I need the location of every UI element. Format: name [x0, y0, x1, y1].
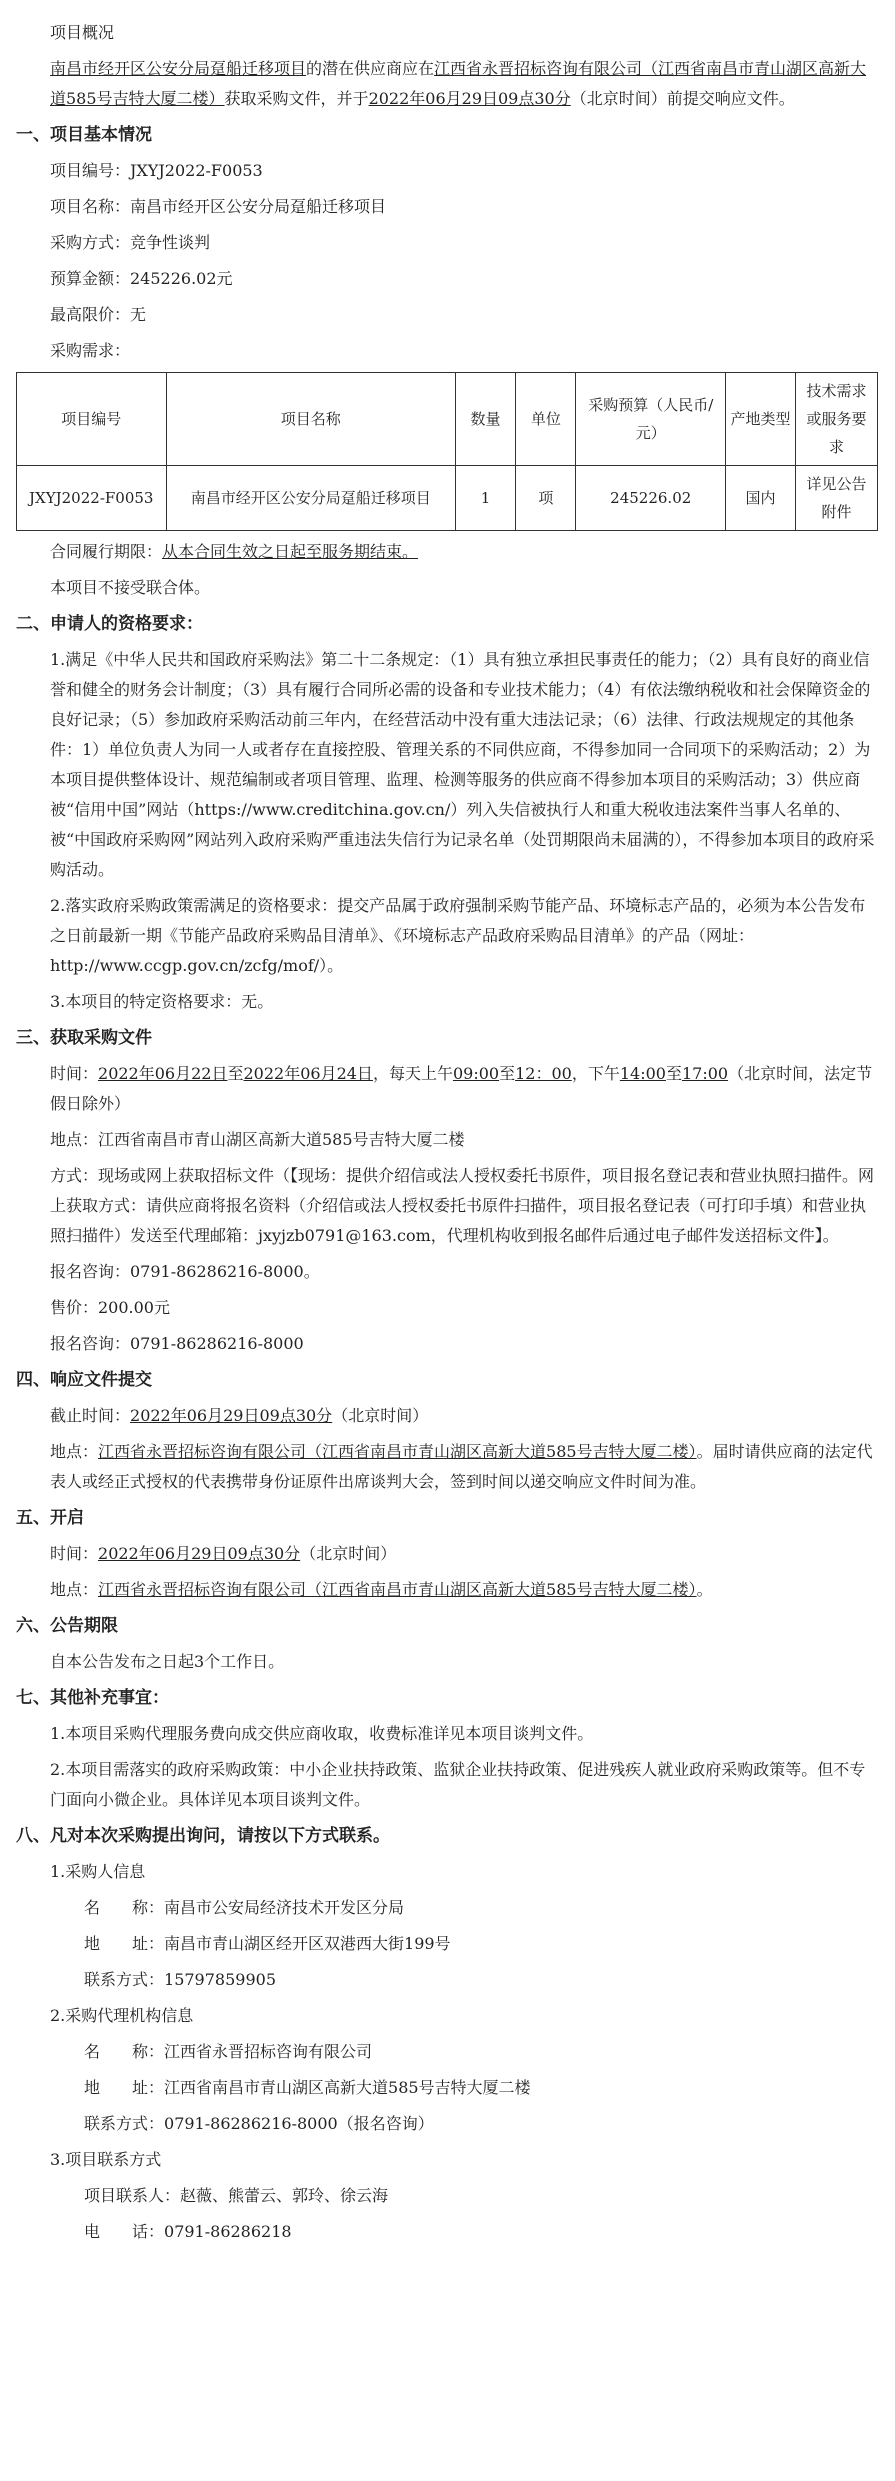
overview-paragraph [16, 54, 879, 114]
buyer-address-label: 地 址： [84, 1934, 165, 1953]
submission-deadline-value: 2022年06月29日09点30分 [130, 1406, 333, 1425]
registration-consult: 报名咨询：0791-86286216-8000。 [50, 1262, 320, 1281]
opening-place-value: 江西省永晋招标咨询有限公司（江西省南昌市青山湖区高新大道585号吉特大厦二楼） [98, 1580, 697, 1599]
table-header-row [17, 373, 878, 466]
acquire-time-label: 时间： [50, 1064, 99, 1083]
acquire-method: 方式：现场或网上获取招标文件（【现场：提供介绍信或法人授权委托书原件，项目报名登记表和营业执照扫描件。网上获取方式：请供应商将报名资料（介绍信或法人授权委托书原件扫描件，项目报名登记表（可打印手填）和营业执照扫描件）发送至代理邮箱：jxyjzb0791@163.com，代理机构收到报名邮件后通过电子邮件发送招标文件】。 [50, 1166, 875, 1245]
project-contact-phone-label: 电 话： [84, 2222, 165, 2241]
acquire-time-pm-end: 17:00 [681, 1064, 729, 1083]
project-name: 项目名称：南昌市经开区公安分局趸船迁移项目 [50, 197, 387, 216]
buyer-name-label: 名 称： [84, 1898, 165, 1917]
opening-time [16, 1539, 879, 1569]
requirements-table [16, 372, 878, 531]
agency-address-label: 地 址： [84, 2078, 165, 2097]
opening-place [16, 1575, 879, 1605]
project-contact-person [16, 2181, 879, 2211]
project-contact-phone-value: 0791-86286218 [164, 2222, 292, 2241]
section-5-title: 五、开启 [16, 1508, 84, 1528]
project-contact-person-label: 项目联系人： [84, 2186, 181, 2205]
table-header: 技术需求或服务要求 [795, 373, 877, 466]
acquire-time-am-start: 09:00 [452, 1064, 500, 1083]
section-2-title: 二、申请人的资格要求： [16, 614, 203, 634]
table-cell: 245226.02 [576, 466, 726, 531]
buyer-name-value: 南昌市公安局经济技术开发区分局 [164, 1898, 405, 1917]
buyer-name [16, 1893, 879, 1923]
submission-deadline-suffix: （北京时间） [332, 1406, 429, 1425]
opening-place-suffix: 。 [696, 1580, 713, 1599]
submission-place-suffix: 。届时请供应商的法定代表人或经正式授权的代表携带身份证原件出席谈判大会，签到时间以递交响应文件时间为准。 [50, 1442, 873, 1491]
project-contact-phone [16, 2217, 879, 2247]
opening-time-label: 时间： [50, 1544, 99, 1563]
submission-place-label: 地点： [50, 1442, 99, 1461]
procurement-need: 采购需求： [50, 341, 131, 360]
deadline-text: 2022年06月29日09点30分 [368, 89, 571, 108]
overview-text: 的潜在供应商应在 [306, 59, 435, 78]
overview-text: 获取采购文件，并于 [224, 89, 369, 108]
buyer-info-title: 1.采购人信息 [50, 1862, 146, 1881]
section-4-title: 四、响应文件提交 [16, 1370, 152, 1390]
qualification-paragraph: 1.满足《中华人民共和国政府采购法》第二十二条规定：（1）具有独立承担民事责任的能力；（2）具有良好的商业信誉和健全的财务会计制度；（3）具有履行合同所必需的设备和专业技术能力；（4）有依法缴纳税收和社会保障资金的良好记录；（5）参加政府采购活动前三年内，在经营活动中没有重大违法记录；（6）法律、行政法规规定的其他条件：1）单位负责人为同一人或者存在直接控股、管理关系的不同供应商，不得参加同一合同项下的采购活动；2）为本项目提供整体设计、规范编制或者项目管理、监理、检测等服务的供应商不得参加本项目的采购活动；3）供应商被“信用中国”网站（https://www.creditchina.gov.cn/）列入失信被执行人和重大税收违法案件当事人名单的、被“中国政府采购网”网站列入政府采购严重违法失信行为记录名单（处罚期限尚未届满的），不得参加本项目的政府采购活动。 [50, 650, 875, 879]
agency-name-label: 名 称： [84, 2042, 165, 2061]
section-6-title: 六、公告期限 [16, 1616, 118, 1636]
table-header: 项目名称 [166, 373, 455, 466]
table-row [17, 466, 878, 531]
overview-heading: 项目概况 [50, 23, 115, 42]
announcement-period: 自本公告发布之日起3个工作日。 [50, 1652, 285, 1671]
contract-period-label: 合同履行期限： [50, 542, 163, 561]
agency-name [16, 2037, 879, 2067]
agency-address-link: 江西省永晋招标咨询有限公司（江西省南昌市青山湖区高新大道585号吉特大厦二楼） [50, 59, 867, 108]
agency-address-value: 江西省南昌市青山湖区高新大道585号吉特大厦二楼 [164, 2078, 531, 2097]
acquire-time [16, 1059, 879, 1119]
table-header: 项目编号 [17, 373, 167, 466]
acquire-time-start: 2022年06月22日 [98, 1064, 228, 1083]
submission-deadline-label: 截止时间： [50, 1406, 131, 1425]
table-header: 单位 [516, 373, 576, 466]
acquire-time-text: ，每天上午 [372, 1064, 453, 1083]
acquire-time-end: 2022年06月24日 [243, 1064, 373, 1083]
section-1-title: 一、项目基本情况 [16, 125, 152, 145]
qualification-paragraph: 2.落实政府采购政策需满足的资格要求：提交产品属于政府强制采购节能产品、环境标志产品的，必须为本公告发布之日前最新一期《节能产品政府采购品目清单》、《环境标志产品政府采购品目清单》的产品（网址：http://www.ccgp.gov.cn/zcfg/mof/）。 [50, 896, 866, 975]
table-cell: 项 [516, 466, 576, 531]
supplement-paragraph: 2.本项目需落实的政府采购政策：中小企业扶持政策、监狱企业扶持政策、促进残疾人就业政府采购政策等。但不专门面向小微企业。具体详见本项目谈判文件。 [50, 1760, 866, 1809]
qualification-paragraph: 3.本项目的特定资格要求：无。 [50, 992, 274, 1011]
max-price: 最高限价：无 [50, 305, 147, 324]
submission-place-value: 江西省永晋招标咨询有限公司（江西省南昌市青山湖区高新大道585号吉特大厦二楼） [98, 1442, 697, 1461]
supplement-paragraph: 1.本项目采购代理服务费向成交供应商收取，收费标准详见本项目谈判文件。 [50, 1724, 594, 1743]
procurement-method: 采购方式：竞争性谈判 [50, 233, 211, 252]
submission-place [16, 1437, 879, 1497]
acquire-time-text: ，下午 [571, 1064, 620, 1083]
acquire-time-text: （北京时间，法定节假日除外） [50, 1064, 873, 1113]
project-name-link: 南昌市经开区公安分局趸船迁移项目 [50, 59, 307, 78]
opening-time-value: 2022年06月29日09点30分 [98, 1544, 301, 1563]
table-cell: 1 [455, 466, 515, 531]
table-header: 数量 [455, 373, 515, 466]
agency-name-value: 江西省永晋招标咨询有限公司 [164, 2042, 373, 2061]
table-cell: 国内 [726, 466, 796, 531]
table-header: 采购预算（人民币/元） [576, 373, 726, 466]
contract-period [16, 537, 879, 567]
buyer-address [16, 1929, 879, 1959]
opening-time-suffix: （北京时间） [300, 1544, 397, 1563]
table-header: 产地类型 [726, 373, 796, 466]
agency-contact [16, 2109, 879, 2139]
project-number: 项目编号：JXYJ2022-F0053 [50, 161, 263, 180]
table-cell: JXYJ2022-F0053 [17, 466, 167, 531]
buyer-contact-value: 15797859905 [164, 1970, 276, 1989]
budget-amount: 预算金额：245226.02元 [50, 269, 233, 288]
agency-contact-value: 0791-86286216-8000（报名咨询） [164, 2114, 434, 2133]
acquire-time-text: 至 [665, 1064, 682, 1083]
section-3-title: 三、获取采购文件 [16, 1028, 152, 1048]
agency-contact-label: 联系方式： [84, 2114, 165, 2133]
project-contact-person-value: 赵薇、熊蕾云、郭玲、徐云海 [180, 2186, 389, 2205]
buyer-contact [16, 1965, 879, 1995]
registration-consult: 报名咨询：0791-86286216-8000 [50, 1334, 304, 1353]
agency-address [16, 2073, 879, 2103]
document-price: 售价：200.00元 [50, 1298, 170, 1317]
acquire-time-text: 至 [227, 1064, 244, 1083]
opening-place-label: 地点： [50, 1580, 99, 1599]
table-cell: 详见公告附件 [795, 466, 877, 531]
consortium-note: 本项目不接受联合体。 [50, 578, 211, 597]
acquire-time-am-end: 12：00 [515, 1064, 572, 1083]
table-cell: 南昌市经开区公安分局趸船迁移项目 [166, 466, 455, 531]
submission-deadline [16, 1401, 879, 1431]
buyer-contact-label: 联系方式： [84, 1970, 165, 1989]
contract-period-value: 从本合同生效之日起至服务期结束。 [162, 542, 419, 561]
acquire-time-pm-start: 14:00 [619, 1064, 666, 1083]
acquire-place: 地点：江西省南昌市青山湖区高新大道585号吉特大厦二楼 [50, 1130, 465, 1149]
acquire-time-text: 至 [499, 1064, 516, 1083]
project-contact-title: 3.项目联系方式 [50, 2150, 162, 2169]
buyer-address-value: 南昌市青山湖区经开区双港西大街199号 [164, 1934, 451, 1953]
agency-info-title: 2.采购代理机构信息 [50, 2006, 194, 2025]
section-7-title: 七、其他补充事宜： [16, 1688, 169, 1708]
section-8-title: 八、凡对本次采购提出询问，请按以下方式联系。 [16, 1826, 390, 1846]
overview-text: （北京时间）前提交响应文件。 [570, 89, 795, 108]
